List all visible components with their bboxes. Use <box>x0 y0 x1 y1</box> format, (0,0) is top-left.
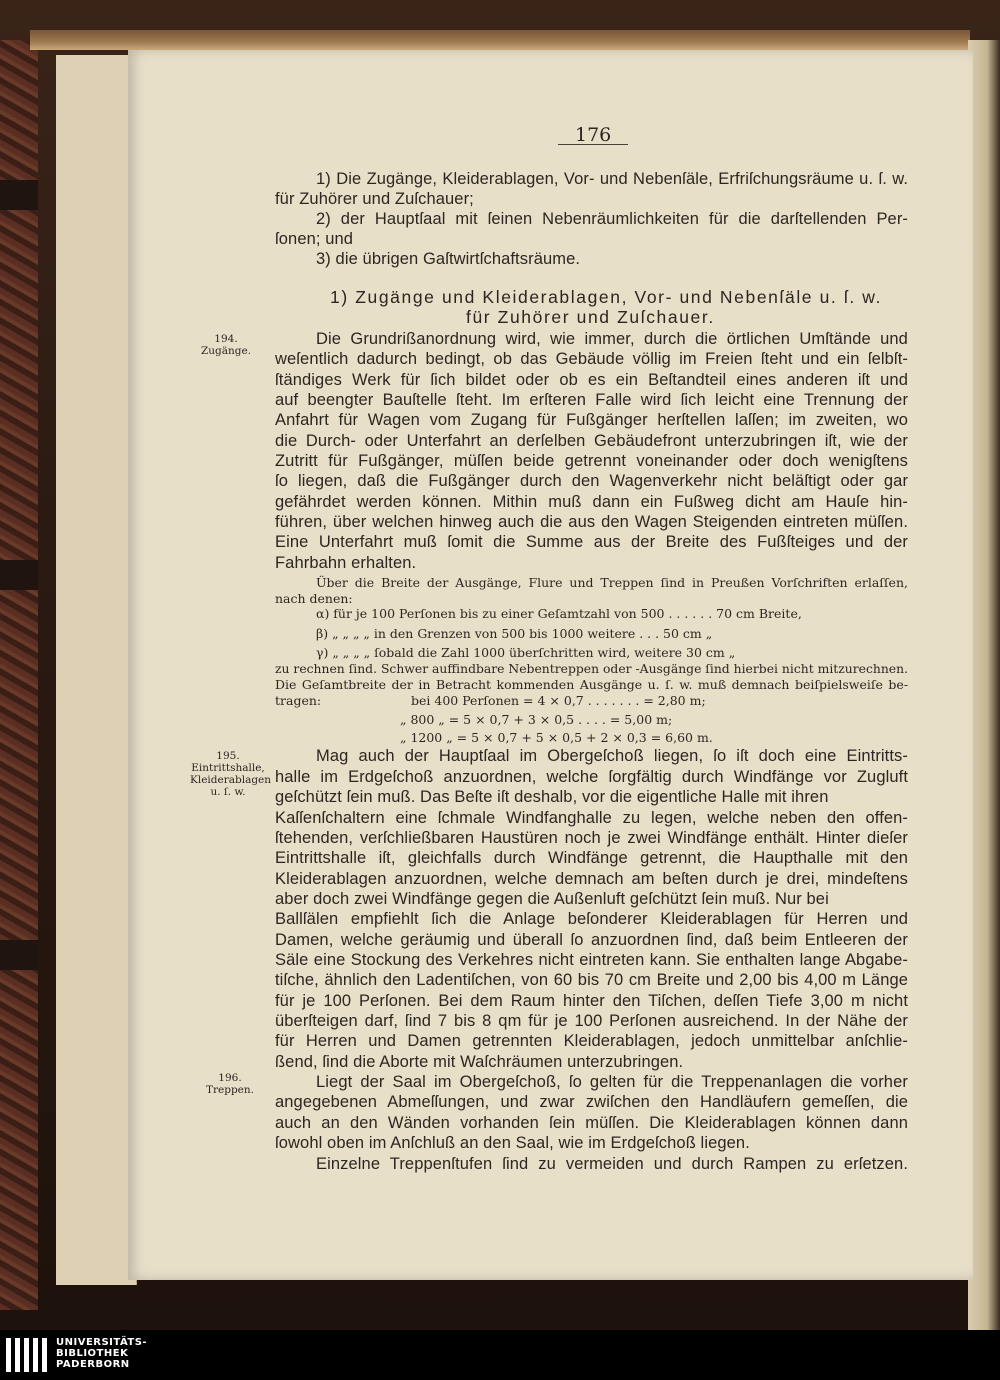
book-top-edge <box>30 30 970 50</box>
section-heading-line: für Zuhörer und Zuſchauer. <box>466 307 715 327</box>
text-line: Kleiderablagen anzuordnen, welche demnach am beſten durch je drei, mindeſtens <box>275 870 908 888</box>
small-print-line: Die Geſamtbreite der in Betracht kommenden Ausgänge u. ſ. w. muß demnach beiſpielsweiſe be- <box>275 677 909 692</box>
page-number-rule <box>558 144 628 145</box>
margin-note-line: Eintrittshalle, <box>191 762 265 774</box>
margin-note-line: 196. <box>218 1072 242 1084</box>
small-print-line: Über die Breite der Ausgänge, Flure und Treppen ſind in Preußen Vorſchriften erlaſſen, <box>316 575 908 590</box>
text-line: ſtehenden, verſchließbaren Haustüren noch je zwei Windfänge enthält. Hinter dieſer <box>275 829 909 847</box>
text-line: ſonen; und <box>275 230 354 248</box>
text-line: halle im Erdgeſchoß anzuordnen, welche ſorgfältig durch Windfänge vor Zugluft <box>275 768 909 786</box>
page-number: 176 <box>575 124 612 146</box>
margin-note-line: Zugänge. <box>200 345 252 357</box>
text-line: auch an den Wänden vorhanden ſein müſſen. Die Kleiderablagen können dann <box>275 1114 908 1132</box>
small-print-line: tragen: <box>275 693 322 708</box>
spine-band <box>0 560 38 590</box>
margin-note <box>200 1072 260 1096</box>
text-line: Liegt der Saal im Obergeſchoß, ſo gelten für die Treppenanlagen die vorher <box>316 1073 908 1091</box>
small-print-line: γ) „ „ „ „ ſobald die Zahl 1000 überſchritten wird, weitere 30 cm „ <box>316 645 736 660</box>
text-line: Ballſälen empfiehlt ſich die Anlage beſonderer Kleiderablagen für Herren und <box>275 910 908 928</box>
margin-note <box>190 750 272 798</box>
text-line: auf beengter Bauſtelle ſteht. Im erſteren Falle wird ſich leicht eine Trennung der <box>275 391 909 409</box>
text-line: für Zuhörer und Zuſchauer; <box>275 190 474 208</box>
logo-line: UNIVERSITÄTS- <box>56 1337 148 1348</box>
text-line: Die Grundrißanordnung wird, wie immer, durch die örtlichen Umſtände und <box>316 330 908 348</box>
small-print-line: nach denen: <box>275 591 353 606</box>
text-line: geſchützt ſein muß. Das Beſte iſt deshalb, vor die eigentliche Halle mit ihren <box>275 788 829 806</box>
text-line: gefährdet werden können. Mithin muß dann ein Fußweg dicht am Hauſe hin- <box>275 493 909 511</box>
text-line: die Durch- oder Unterfahrt an derſelben Gebäudefront unterzubringen iſt, wie der <box>275 432 908 450</box>
text-line: Anfahrt für Wagen vom Zugang für Fußgänger herſtellen laſſen; im zweiten, wo <box>275 411 909 429</box>
margin-note-line: Kleiderablagen <box>190 774 272 786</box>
margin-note-line: 194. <box>214 333 238 345</box>
text-line: für je 100 Perſonen. Bei dem Raum hinter den Tiſchen, deſſen Tiefe 3,00 m nicht <box>275 992 909 1010</box>
logo-line: BIBLIOTHEK <box>56 1348 129 1359</box>
text-line: Mag auch der Hauptſaal im Obergeſchoß liegen, ſo iſt doch eine Eintritts- <box>316 747 908 765</box>
library-footer <box>0 1330 1000 1380</box>
text-line: 3) die übrigen Gaſtwirtſchaftsräume. <box>316 250 581 268</box>
text-line: Säle eine Stockung des Verkehres nicht eintreten kann. Sie enthalten lange Abgabe- <box>275 951 909 969</box>
text-line: ſowohl oben im Anſchluß an den Saal, wie im Erdgeſchoß liegen. <box>275 1134 750 1152</box>
library-logo-text <box>56 1337 147 1370</box>
library-logo-icon <box>6 1338 50 1372</box>
margin-note-line: u. ſ. w. <box>210 786 246 798</box>
text-line: Eine Unterfahrt muß ſomit die Summe aus der Breite des Fußſteiges und der <box>275 533 908 551</box>
margin-note-line: Treppen. <box>206 1084 254 1096</box>
spine-band <box>0 180 38 210</box>
section-heading-line: 1) Zugänge und Kleiderablagen, Vor- und Nebenſäle u. ſ. w. <box>330 287 883 307</box>
logo-line: PADERBORN <box>56 1359 130 1370</box>
text-line: ßend, ſind die Aborte mit Waſchräumen unterzubringen. <box>275 1053 684 1071</box>
text-line: ſo liegen, daß die Fußgänger durch den Wagenverkehr nicht beläſtigt oder gar <box>275 472 909 490</box>
margin-note-line: 195. <box>216 750 240 762</box>
text-line: Zutritt für Fußgänger, müſſen beide getrennt voneinander oder doch wenigſtens <box>275 452 908 470</box>
text-line: überſteigen darf, ſind 7 bis 8 qm für je 100 Perſonen ausreichend. In der Nähe der <box>275 1012 908 1030</box>
small-print-line: bei 400 Perſonen = 4 × 0,7 . . . . . . . = 2,80 m; <box>411 693 706 708</box>
text-line: weſentlich dadurch bedingt, ob das Gebäude völlig im Freien ſteht und ein ſelbſt- <box>275 350 908 368</box>
text-line: angegebenen Abmeſſungen, und zwar zwiſchen den Handläufern gemeſſen, die <box>275 1093 909 1111</box>
small-print-line: α) für je 100 Perſonen bis zu einer Geſamtzahl von 500 . . . . . . 70 cm Breite, <box>316 606 802 621</box>
small-print-line: „ 800 „ = 5 × 0,7 + 3 × 0,5 . . . . = 5,00 m; <box>400 712 673 727</box>
book-spine <box>0 40 38 1310</box>
text-line: führen, über welchen hinweg auch die aus den Wagen Steigenden eintreten müſſen. <box>275 513 909 531</box>
small-print-line: β) „ „ „ „ in den Grenzen von 500 bis 1000 weitere . . . 50 cm „ <box>316 626 713 641</box>
text-line: 2) der Hauptſaal mit ſeinen Nebenräumlichkeiten für die darſtellenden Per- <box>316 210 909 228</box>
text-line: ſtändiges Werk für ſich bildet oder ob es ein Beſtandteil eines anderen iſt und <box>275 371 908 389</box>
text-line: Fahrbahn erhalten. <box>275 554 417 572</box>
text-line: Eintrittshalle iſt, gleichfalls durch Windfänge getrennt, die Haupthalle mit den <box>275 849 909 867</box>
spine-band <box>0 940 38 970</box>
text-line: Damen, welche geräumig und überall ſo anzuordnen ſind, daß beim Entleeren der <box>275 931 908 949</box>
text-line: Einzelne Treppenſtufen ſind zu vermeiden und durch Rampen zu erſetzen. <box>316 1155 909 1173</box>
small-print-line: zu rechnen ſind. Schwer auffindbare Nebentreppen oder -Ausgänge ſind hierbei nicht mitzurechnen. <box>275 661 909 676</box>
small-print-line: „ 1200 „ = 5 × 0,7 + 5 × 0,5 + 2 × 0,3 = 6,60 m. <box>400 730 713 745</box>
text-line: für Herren und Damen getrennten Kleiderablagen, jedoch unmittelbar anſchlie- <box>275 1032 908 1050</box>
text-line: aber doch zwei Windfänge gegen die Außenluft geſchützt ſein muß. Nur bei <box>275 890 829 908</box>
text-line: tiſche, ähnlich den Ladentiſchen, von 60 bis 70 cm Breite und 2,00 bis 4,00 m Länge <box>275 971 909 989</box>
text-line: 1) Die Zugänge, Kleiderablagen, Vor- und Nebenſäle, Erfriſchungsräume u. ſ. w. <box>316 170 909 188</box>
text-line: Kaſſenſchaltern eine ſchmale Windfanghalle zu legen, welche neben den offen- <box>275 809 909 827</box>
margin-note <box>196 333 256 357</box>
